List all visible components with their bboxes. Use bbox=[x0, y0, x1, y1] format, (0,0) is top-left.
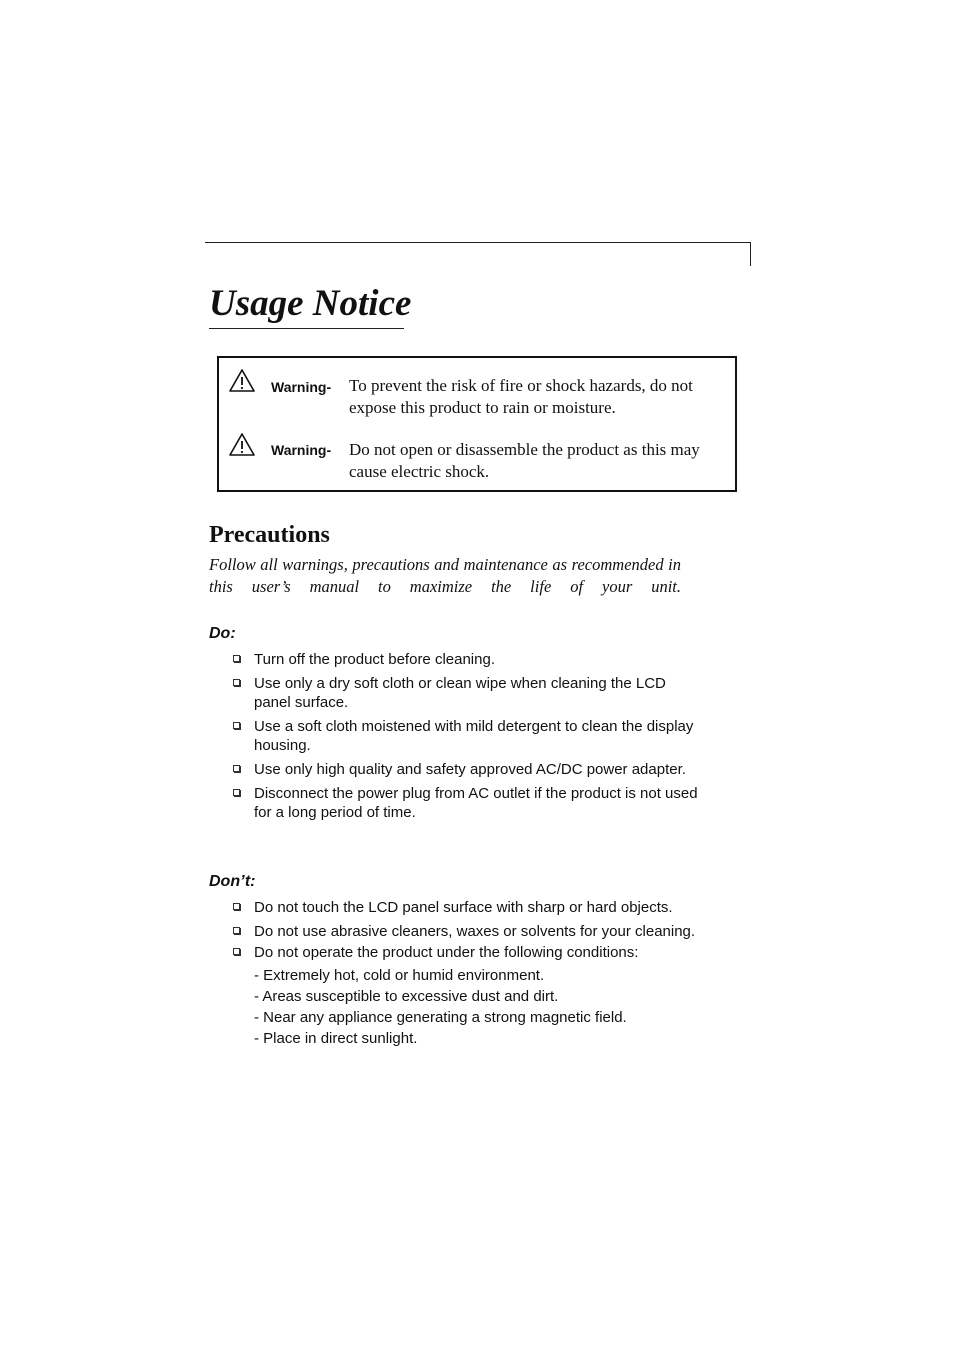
condition-item: - Extremely hot, cold or humid environment. bbox=[254, 967, 545, 984]
box-bullet-icon bbox=[233, 679, 240, 686]
list-item bbox=[232, 674, 702, 712]
list-item-text: Use a soft cloth moistened with mild detergent to clean the display housing. bbox=[254, 718, 694, 754]
box-bullet-icon bbox=[233, 722, 240, 729]
warning-triangle-icon bbox=[228, 368, 256, 393]
header-rule bbox=[205, 242, 751, 243]
do-heading: Do: bbox=[209, 625, 236, 642]
list-item-text: Disconnect the power plug from AC outlet if the product is not used for a long period of time. bbox=[254, 785, 698, 821]
warning-box bbox=[217, 356, 737, 492]
dont-list bbox=[232, 898, 702, 1049]
list-item bbox=[232, 650, 702, 669]
box-bullet-icon bbox=[233, 655, 240, 662]
list-item-text: Turn off the product before cleaning. bbox=[254, 651, 495, 668]
page-title: Usage Notice bbox=[209, 283, 412, 324]
title-underline bbox=[209, 328, 404, 329]
warning-text: To prevent the risk of fire or shock hazards, do not expose this product to rain or moisture. bbox=[349, 376, 693, 417]
list-item bbox=[232, 784, 702, 822]
precautions-heading: Precautions bbox=[209, 522, 330, 548]
condition-item: - Place in direct sunlight. bbox=[254, 1030, 418, 1047]
box-bullet-icon bbox=[233, 948, 240, 955]
warning-label: Warning- bbox=[271, 442, 332, 458]
list-item-text: Do not operate the product under the following conditions: bbox=[254, 944, 639, 961]
box-bullet-icon bbox=[233, 903, 240, 910]
conditions-list bbox=[254, 965, 702, 1049]
list-item-text: Use only a dry soft cloth or clean wipe when cleaning the LCD panel surface. bbox=[254, 675, 666, 711]
box-bullet-icon bbox=[233, 927, 240, 934]
condition-item: - Near any appliance generating a strong magnetic field. bbox=[254, 1009, 627, 1026]
box-bullet-icon bbox=[233, 789, 240, 796]
warning-label: Warning- bbox=[271, 379, 332, 395]
precautions-intro: Follow all warnings, precautions and maintenance as recommended in this user’s manual to maximize the life of your unit. bbox=[209, 555, 681, 596]
list-item-text: Use only high quality and safety approved AC/DC power adapter. bbox=[254, 761, 686, 778]
list-item bbox=[232, 943, 702, 1049]
list-item bbox=[232, 898, 702, 917]
header-rule-tick bbox=[750, 242, 751, 266]
do-list bbox=[232, 650, 702, 822]
list-item-text: Do not use abrasive cleaners, waxes or solvents for your cleaning. bbox=[254, 923, 696, 940]
list-item bbox=[232, 922, 702, 941]
warning-triangle-icon bbox=[228, 432, 256, 457]
list-item-text: Do not touch the LCD panel surface with sharp or hard objects. bbox=[254, 899, 673, 916]
box-bullet-icon bbox=[233, 765, 240, 772]
condition-item: - Areas susceptible to excessive dust and dirt. bbox=[254, 988, 559, 1005]
dont-heading: Don’t: bbox=[209, 873, 256, 890]
warning-text: Do not open or disassemble the product as this may cause electric shock. bbox=[349, 440, 700, 481]
list-item bbox=[232, 760, 702, 779]
list-item bbox=[232, 717, 702, 755]
